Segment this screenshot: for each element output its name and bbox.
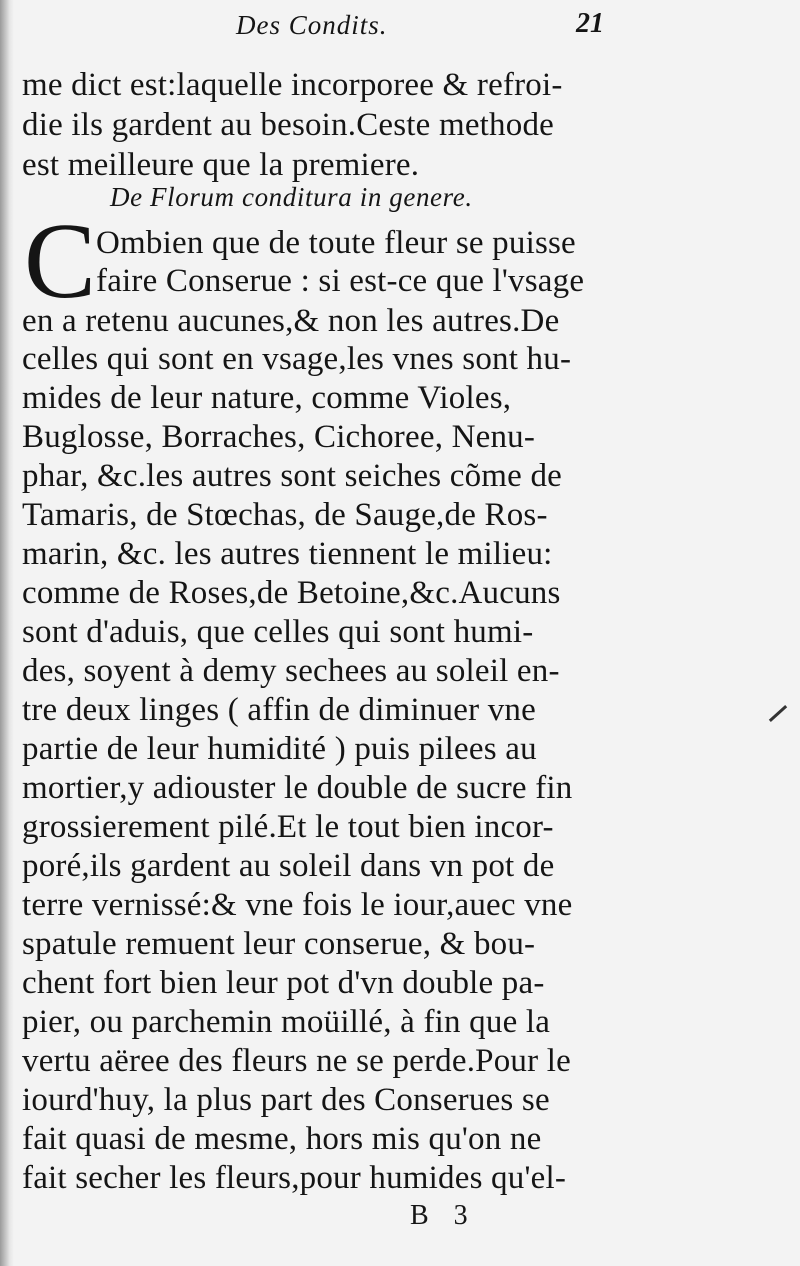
signature-mark: B 3 xyxy=(410,1200,469,1231)
running-title: Des Condits. xyxy=(236,10,388,40)
text-line: faire Conserue : si est-ce que l'vsage xyxy=(96,263,585,299)
text-line: iourd'huy, la plus part des Conserues se xyxy=(22,1082,550,1118)
text-line: grossierement pilé.Et le tout bien incor- xyxy=(22,809,554,845)
text-line: fait secher les fleurs,pour humides qu'el- xyxy=(22,1160,567,1196)
text-line: Buglosse, Borraches, Cichoree, Nenu- xyxy=(22,419,536,455)
section-heading: De Florum conditura in genere. xyxy=(110,182,473,212)
text-line: marin, &c. les autres tiennent le milieu: xyxy=(22,536,553,572)
text-line: Tamaris, de Stœchas, de Sauge,de Ros- xyxy=(22,497,548,533)
page-number: 21 xyxy=(576,8,604,39)
text-line: phar, &c.les autres sont seiches cõme de xyxy=(22,458,562,494)
text-line: Ombien que de toute fleur se puisse xyxy=(96,225,576,261)
text-line: comme de Roses,de Betoine,&c.Aucuns xyxy=(22,575,561,611)
text-line: fait quasi de mesme, hors mis qu'on ne xyxy=(22,1121,542,1157)
margin-stroke xyxy=(769,705,787,722)
text-line: tre deux linges ( affin de diminuer vne xyxy=(22,692,536,728)
text-line: partie de leur humidité ) puis pilees au xyxy=(22,731,537,767)
text-line: terre vernissé:& vne fois le iour,auec vne xyxy=(22,887,573,923)
text-line: des, soyent à demy sechees au soleil en- xyxy=(22,653,560,689)
drop-cap: C xyxy=(24,202,97,321)
text-line: celles qui sont en vsage,les vnes sont hu- xyxy=(22,341,572,377)
text-line: die ils gardent au besoin.Ceste methode xyxy=(22,107,554,143)
text-line: spatule remuent leur conserue, & bou- xyxy=(22,926,536,962)
text-line: mortier,y adiouster le double de sucre fin xyxy=(22,770,573,806)
text-line: pier, ou parchemin moüillé, à fin que la xyxy=(22,1004,551,1040)
text-line: est meilleure que la premiere. xyxy=(22,147,420,183)
text-line: en a retenu aucunes,& non les autres.De xyxy=(22,303,560,339)
text-line: sont d'aduis, que celles qui sont humi- xyxy=(22,614,534,650)
text-line: vertu aëree des fleurs ne se perde.Pour le xyxy=(22,1043,571,1079)
text-line: mides de leur nature, comme Violes, xyxy=(22,380,512,416)
text-line: me dict est:laquelle incorporee & refroi- xyxy=(22,67,563,103)
page-edge-shadow xyxy=(0,0,14,1266)
text-line: chent fort bien leur pot d'vn double pa- xyxy=(22,965,545,1001)
text-line: poré,ils gardent au soleil dans vn pot de xyxy=(22,848,555,884)
